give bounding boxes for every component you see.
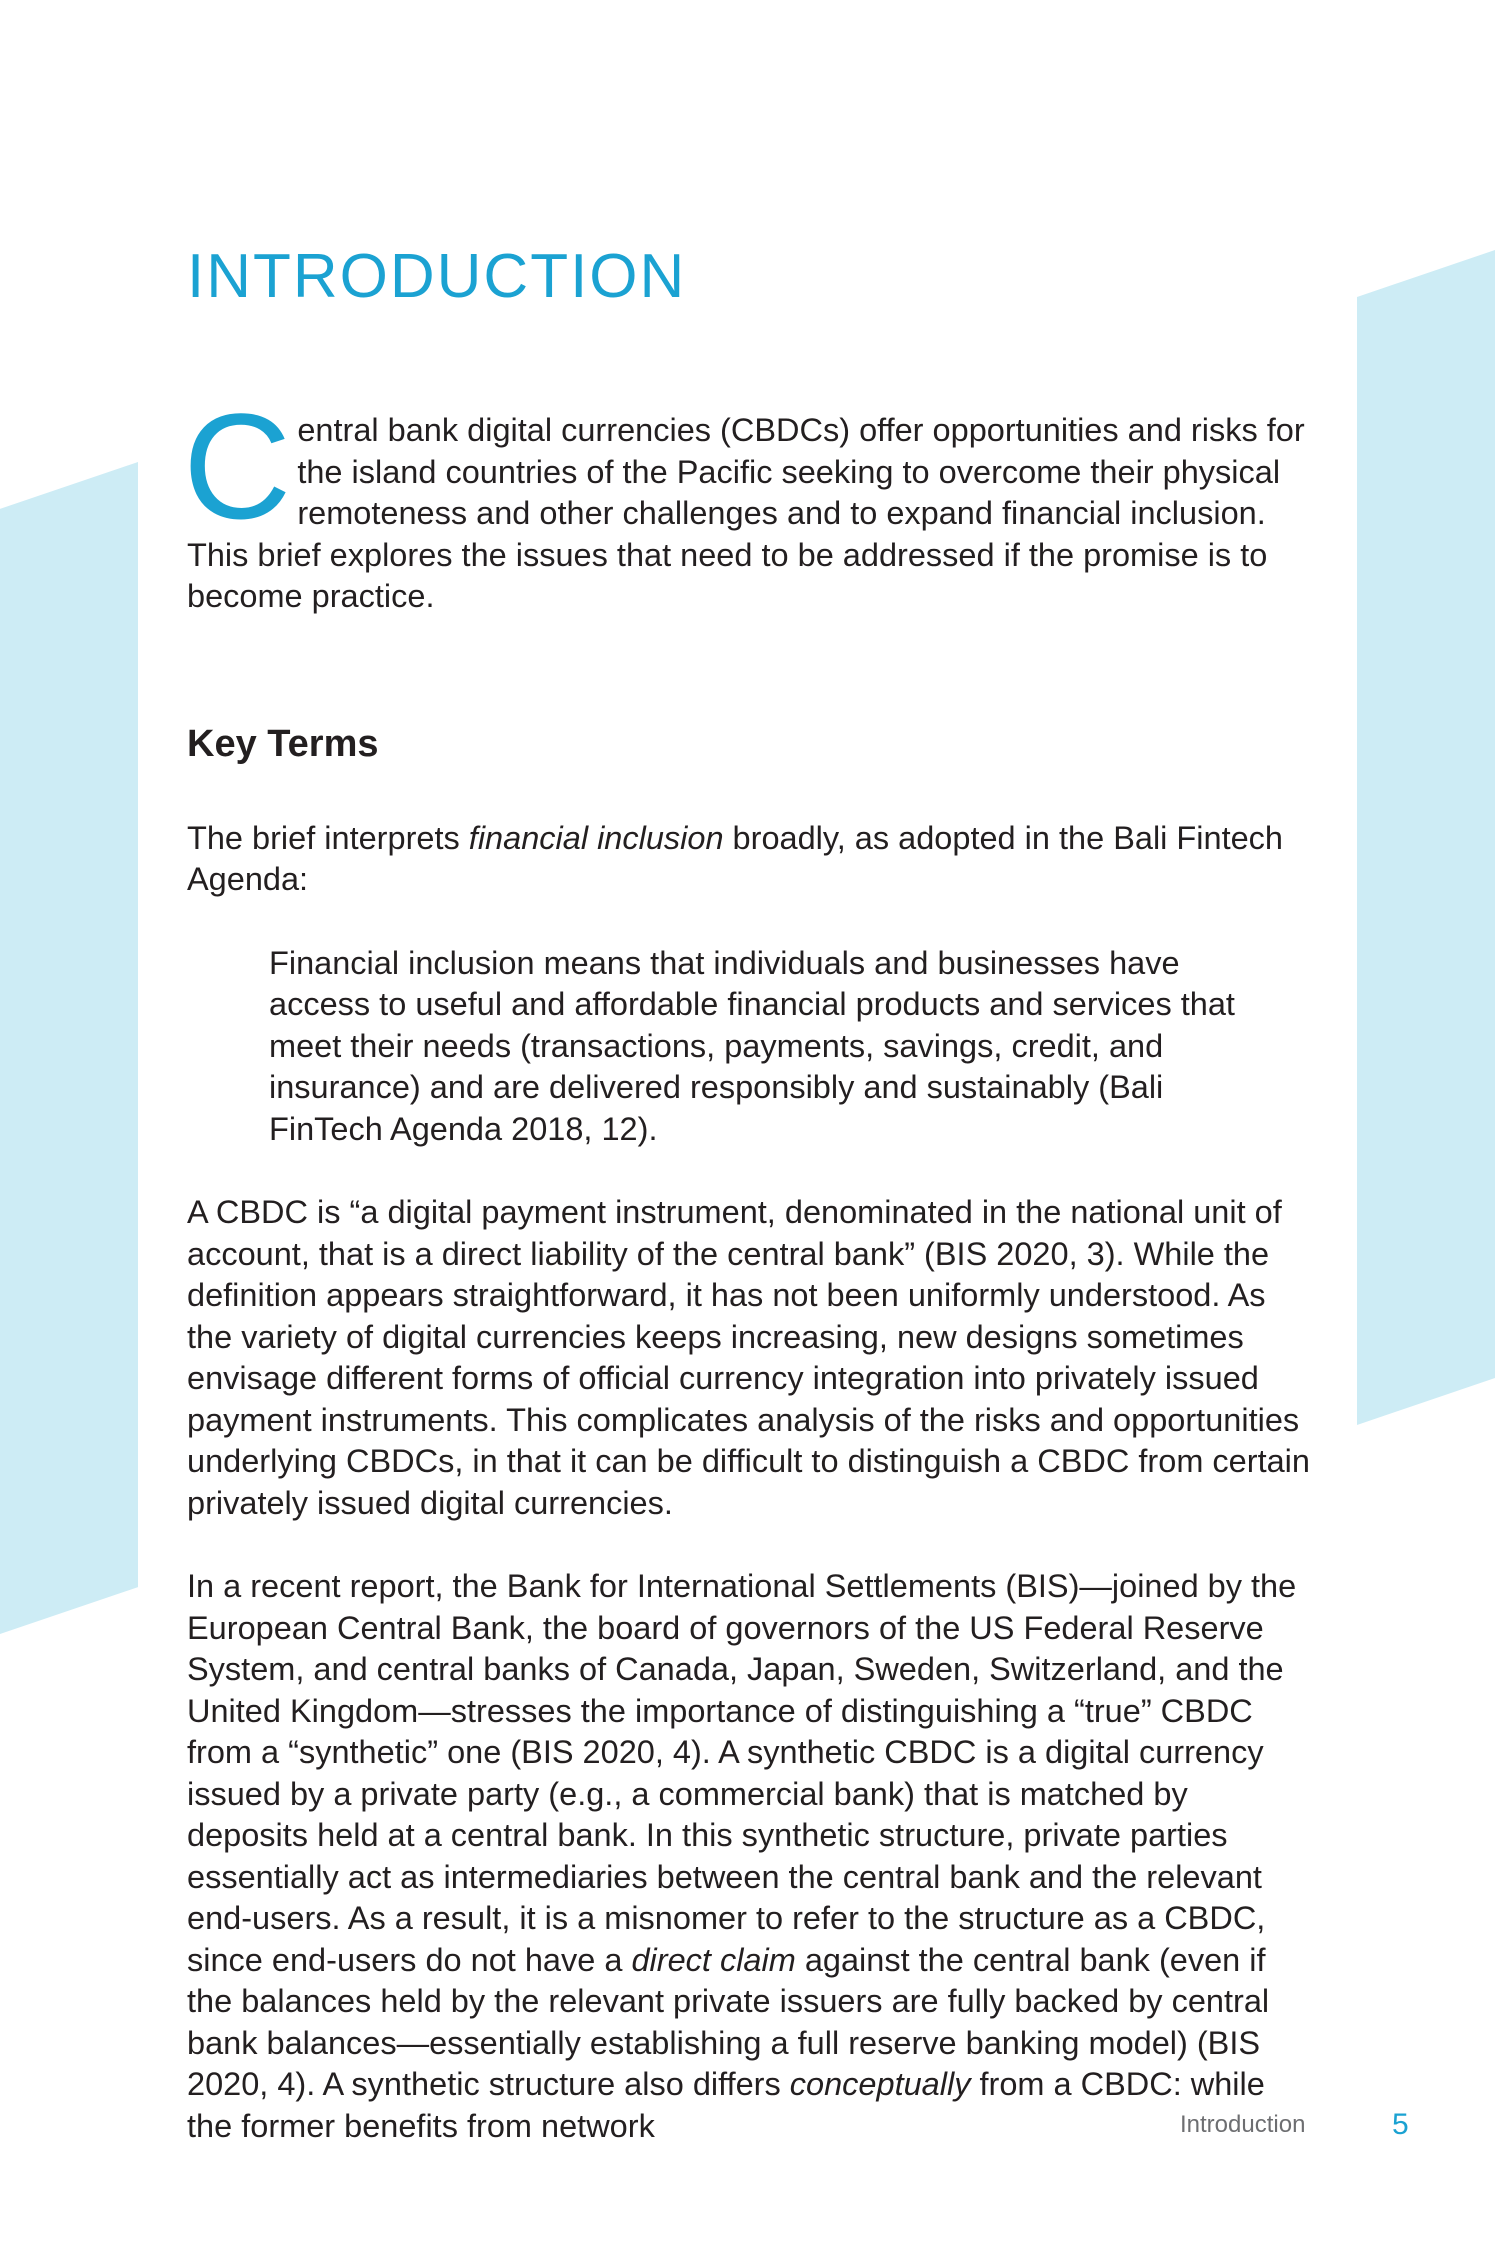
text-run: The brief interprets bbox=[187, 819, 469, 856]
page-title: INTRODUCTION bbox=[187, 242, 687, 311]
page-content bbox=[183, 232, 1312, 2189]
intro-text: entral bank digital currencies (CBDCs) offer opportunities and risks for the island countries of the Pacific seeking to overcome their physical remoteness and other challenges and to expand financial inclusion. This brief explores the issues that need to be addressed if the promise is to become practice. bbox=[187, 412, 1305, 614]
decorative-band-left bbox=[0, 462, 138, 1634]
italic-term: conceptually bbox=[789, 2066, 971, 2102]
page-number: 5 bbox=[1392, 2108, 1409, 2141]
decorative-band-right bbox=[1357, 250, 1495, 1425]
italic-term: financial inclusion bbox=[468, 819, 724, 856]
text-run: from a CBDC: while the former benefits from network bbox=[187, 2066, 1265, 2144]
intro-paragraph bbox=[183, 382, 1312, 618]
italic-term: direct claim bbox=[631, 1941, 796, 1978]
definition-quote: Financial inclusion means that individuals and businesses have access to useful and affordable financial products and services that meet their needs (transactions, payments, savings, credit, and insurance) and are delivered responsibly and sustainably (Bali FinTech Agenda 2018, 12). bbox=[269, 944, 1235, 1147]
text-run: broadly, as adopted in the Bali Fintech Agenda: bbox=[187, 819, 1283, 897]
key-terms-paragraph-2: A CBDC is “a digital payment instrument, denominated in the national unit of account, that is a direct liability of the central bank” (BIS 2020, 3). While the definition appears straightforward, it has not been uniformly understood. As the variety of digital currencies keeps increasing, new designs sometimes envisage different forms of official currency integration into privately issued payment instruments. This complicates analysis of the risks and opportunities underlying CBDCs, in that it can be difficult to distinguish a CBDC from certain privately issued digital currencies. bbox=[187, 1194, 1310, 1521]
text-run: In a recent report, the Bank for International Settlements (BIS)—joined by the European Central Bank, the board of governors of the US Federal Reserve System, and central banks of Canada, Japan, Sweden, Switzerland, and the United Kingdom—stresses the importance of distinguishing a “true” CBDC from a “synthetic” one (BIS 2020, 4). A synthetic CBDC is a digital currency issued by a private party (e.g., a commercial bank) that is matched by deposits held at a central bank. In this synthetic structure, private parties essentially act as intermediaries between the central bank and the relevant end-users. As a result, it is a misnomer to refer to the structure as a CBDC, since end-users do not have a bbox=[187, 1568, 1297, 1978]
key-terms-paragraph-1 bbox=[187, 818, 1312, 901]
key-terms-paragraph-3 bbox=[187, 1566, 1312, 2147]
footer-section-label: Introduction bbox=[1180, 2111, 1306, 2138]
key-terms-heading: Key Terms bbox=[187, 722, 379, 765]
drop-cap: C bbox=[183, 382, 292, 550]
text-run: against the central bank (even if the balances held by the relevant private issuers are fully backed by central bank balances—essentially establishing a full reserve banking model) (BIS 2020, 4). A synthetic structure also differs bbox=[187, 1941, 1270, 2102]
